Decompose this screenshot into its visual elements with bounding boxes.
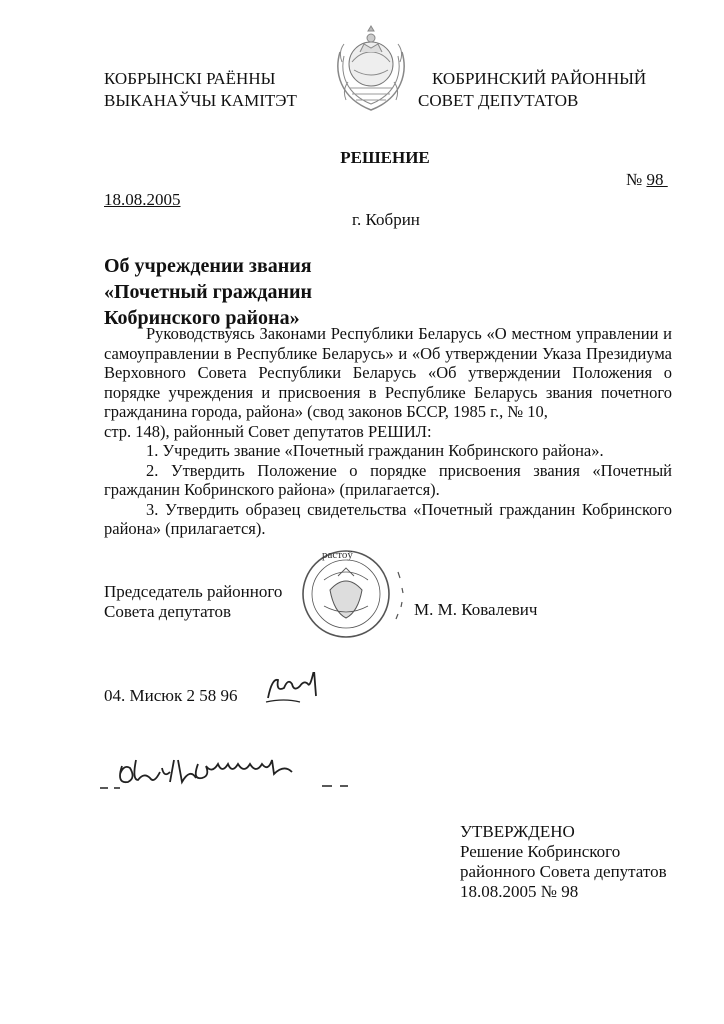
body-item-2: 2. Утвердить Положение о порядке присвоения звания «Почетный гражданин Кобринского района» (прилагается). bbox=[104, 460, 672, 499]
document-subject bbox=[104, 253, 312, 331]
approval-line1: УТВЕРЖДЕНО bbox=[460, 822, 575, 841]
header-right bbox=[418, 68, 646, 112]
executor-info: 04. Мисюк 2 58 96 bbox=[104, 686, 238, 705]
approval-block bbox=[460, 822, 667, 902]
state-emblem-icon bbox=[328, 22, 414, 116]
body-intro: Руководствуясь Законами Республики Беларусь «О местном управлении и самоуправлении в Республике Беларусь» и «Об утверждении Указа Президиума Верховного Совета Республики Беларусь «Об утверждении Положения о порядке учреждения и присвоения в Республике Беларусь звания почетного гражданина города, района» (свод законов БССР, 1985 г., № 10, bbox=[104, 324, 672, 421]
header-left-line1: КОБРЫНСКІ РАЁННЫ bbox=[104, 69, 276, 88]
official-stamp-icon bbox=[294, 540, 414, 640]
document-type-title: РЕШЕНИЕ bbox=[340, 148, 430, 167]
approval-line3: районного Совета депутатов bbox=[460, 862, 667, 881]
handwritten-signature-icon bbox=[100, 752, 360, 796]
body-item-3: 3. Утвердить образец свидетельства «Почетный гражданин Кобринского района» (прилагается). bbox=[104, 499, 672, 538]
body-item-1: 1. Учредить звание «Почетный гражданин Кобринского района». bbox=[146, 441, 604, 460]
signatory-position-line2: Совета депутатов bbox=[104, 602, 232, 621]
subject-line2: «Почетный гражданин bbox=[104, 281, 313, 303]
document-body bbox=[104, 324, 672, 539]
header-right-line1: КОБРИНСКИЙ РАЙОННЫЙ bbox=[432, 69, 647, 88]
signatory-position-line1: Председатель районного bbox=[104, 582, 283, 601]
approval-line4: 18.08.2005 № 98 bbox=[460, 882, 579, 901]
header-left bbox=[104, 68, 297, 112]
document-date: 18.08.2005 bbox=[104, 190, 181, 209]
document-number-value: 98 bbox=[646, 170, 664, 189]
signatory-position bbox=[104, 582, 282, 622]
subject-line3: Кобринского района» bbox=[104, 307, 300, 329]
handwritten-initials-icon bbox=[262, 672, 322, 706]
approval-line2: Решение Кобринского bbox=[460, 842, 621, 861]
document-city: г. Кобрин bbox=[352, 210, 420, 229]
body-intro-tail: стр. 148), районный Совет депутатов РЕШИЛ: bbox=[104, 421, 432, 441]
document-number-prefix: № bbox=[626, 170, 643, 189]
document-number bbox=[626, 170, 668, 190]
header-right-line2: СОВЕТ ДЕПУТАТОВ bbox=[418, 91, 579, 110]
header-left-line2: ВЫКАНАЎЧЫ КАМІТЭТ bbox=[104, 91, 297, 110]
subject-line1: Об учреждении звания bbox=[104, 255, 312, 277]
signatory-name: М. М. Ковалевич bbox=[414, 600, 538, 619]
stamp-text: растоў bbox=[322, 549, 353, 561]
